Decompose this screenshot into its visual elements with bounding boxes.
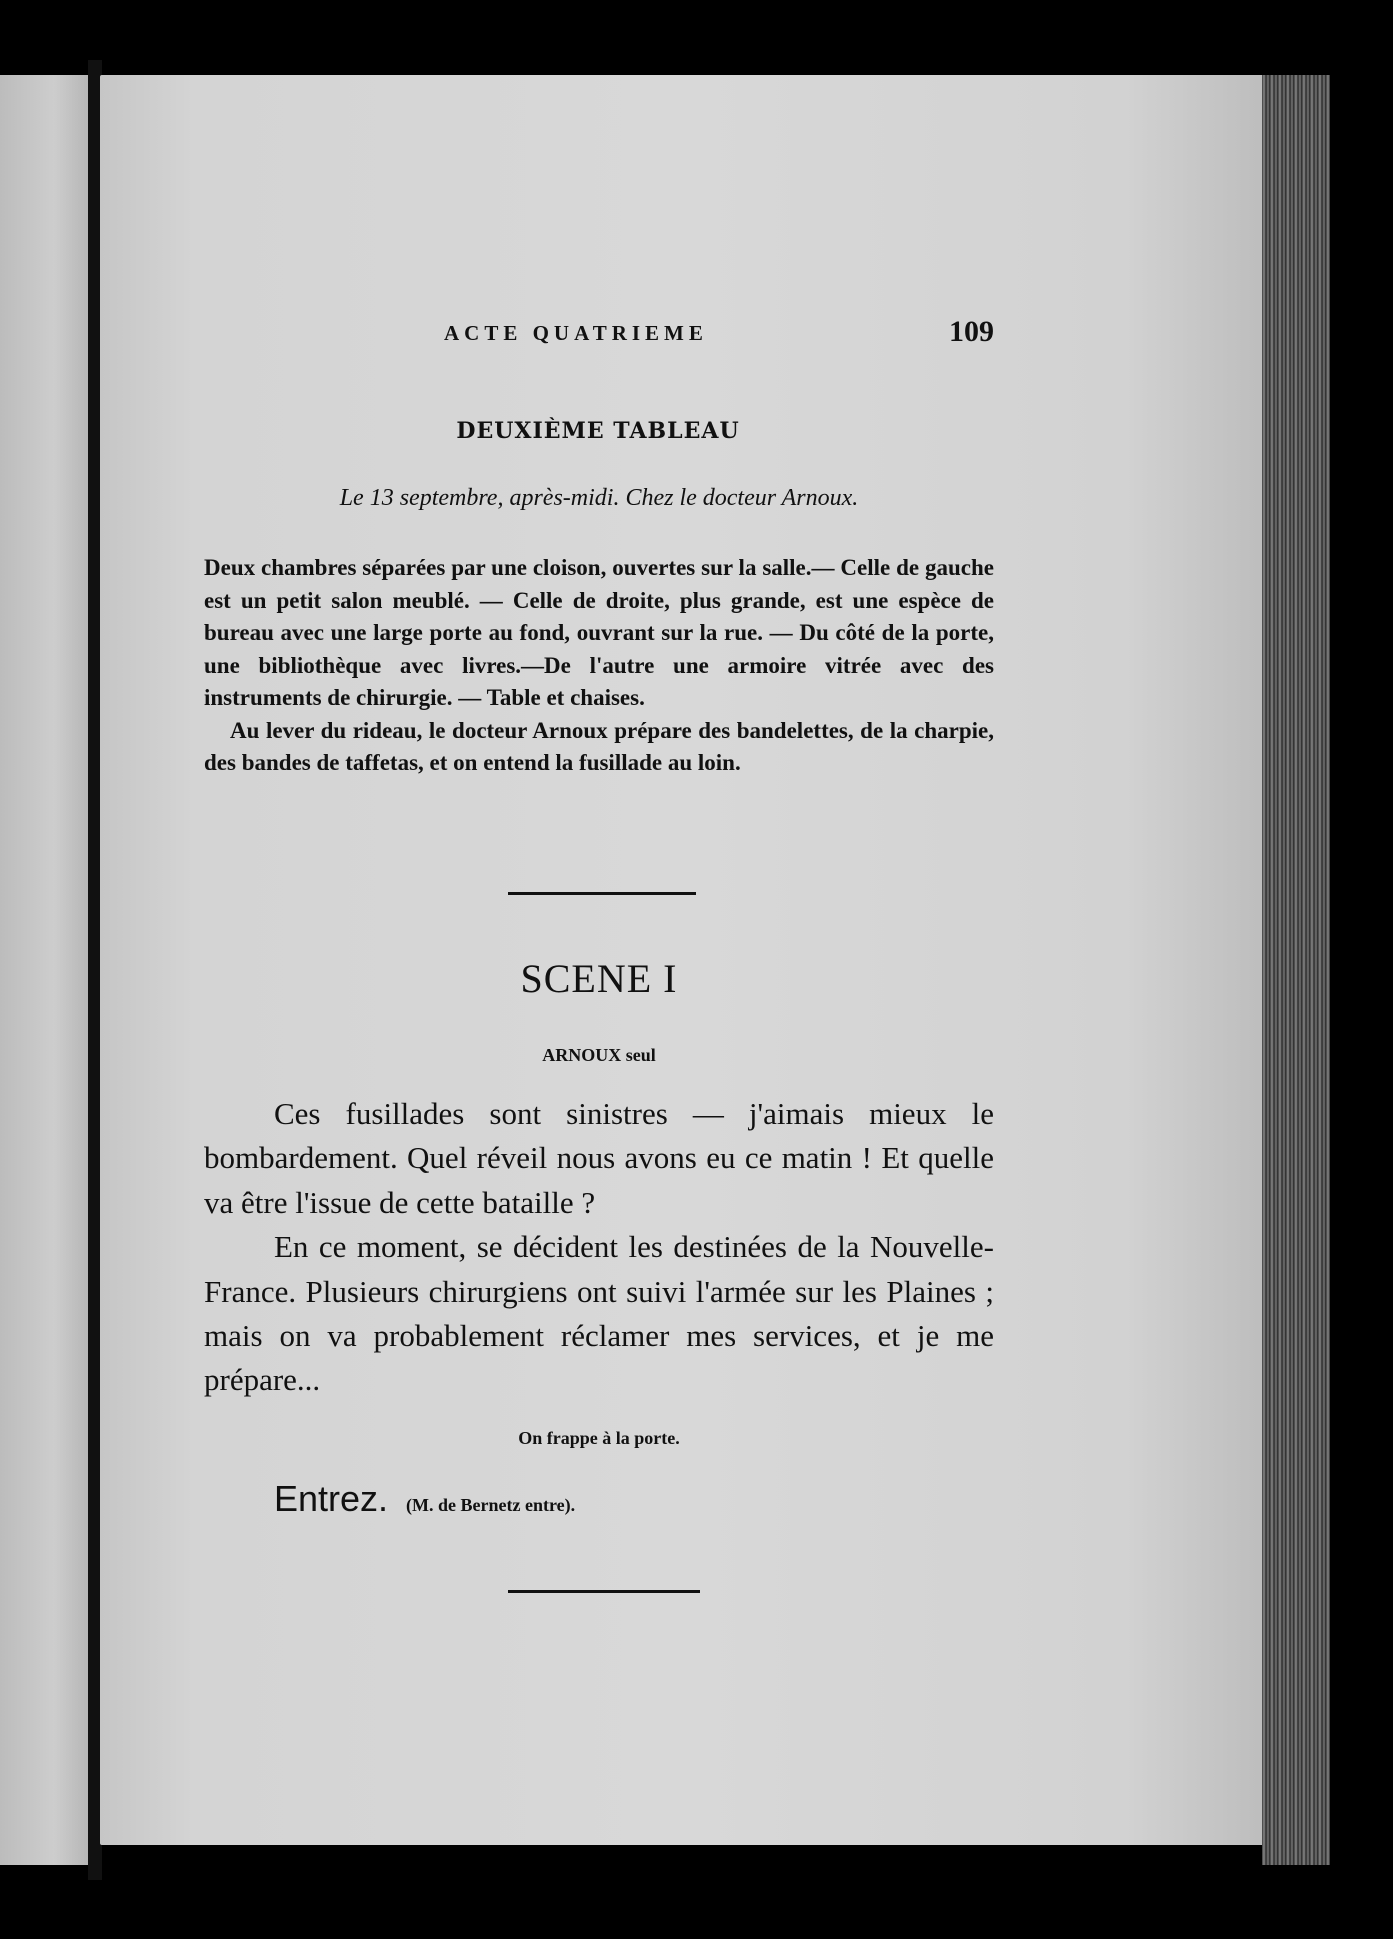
- scene-title: SCENE I: [520, 956, 678, 1001]
- stage-note: On frappe à la porte.: [518, 1428, 680, 1448]
- page-number: 109: [949, 315, 994, 348]
- running-head: [244, 315, 994, 355]
- running-title: ACTE QUATRIEME: [444, 321, 708, 345]
- dialogue-paragraph: Ces fusillades sont sinistres — j'aimais mieux le bombardement. Quel réveil nous avons eu ce matin ! Et quelle va être l'issue de cette bataille ?: [204, 1096, 994, 1220]
- stage-direction-paragraph: Au lever du rideau, le docteur Arnoux prépare des bandelettes, de la charpie, des bandes de taffetas, et on entend la fusillade au loin.: [204, 717, 994, 775]
- stage-direction-paragraph: Deux chambres séparées par une cloison, ouvertes sur la salle.— Celle de gauche est un petit salon meublé. — Celle de droite, plus grande, est une espèce de bureau avec une large porte au fond, ouvrant sur la rue. — Du côté de la porte, une bibliothèque avec livres.—De l'autre une armoire vitrée avec des instruments de chirurgie. — Table et chaises.: [204, 555, 994, 710]
- entrez-word: Entrez.: [274, 1478, 389, 1519]
- entrez-line: [274, 1478, 974, 1520]
- stage-directions: [204, 552, 994, 780]
- section-divider: [508, 1590, 700, 1593]
- date-line: Le 13 septembre, après-midi. Chez le docteur Arnoux.: [339, 485, 859, 511]
- dialogue-paragraph: En ce moment, se décident les destinées de la Nouvelle-France. Plusieurs chirurgiens ont suivi l'armée sur les Plaines ; mais on va probablement réclamer mes services, et je me prépare...: [204, 1229, 994, 1398]
- facing-page-edge: [0, 75, 90, 1865]
- section-divider: [508, 892, 696, 895]
- character-name: ARNOUX seul: [542, 1045, 656, 1065]
- dialogue: [204, 1092, 994, 1403]
- tableau-title: DEUXIÈME TABLEAU: [456, 418, 740, 444]
- entrez-stage-note: (M. de Bernetz entre).: [406, 1495, 576, 1515]
- page-stack-edges: [1262, 75, 1330, 1865]
